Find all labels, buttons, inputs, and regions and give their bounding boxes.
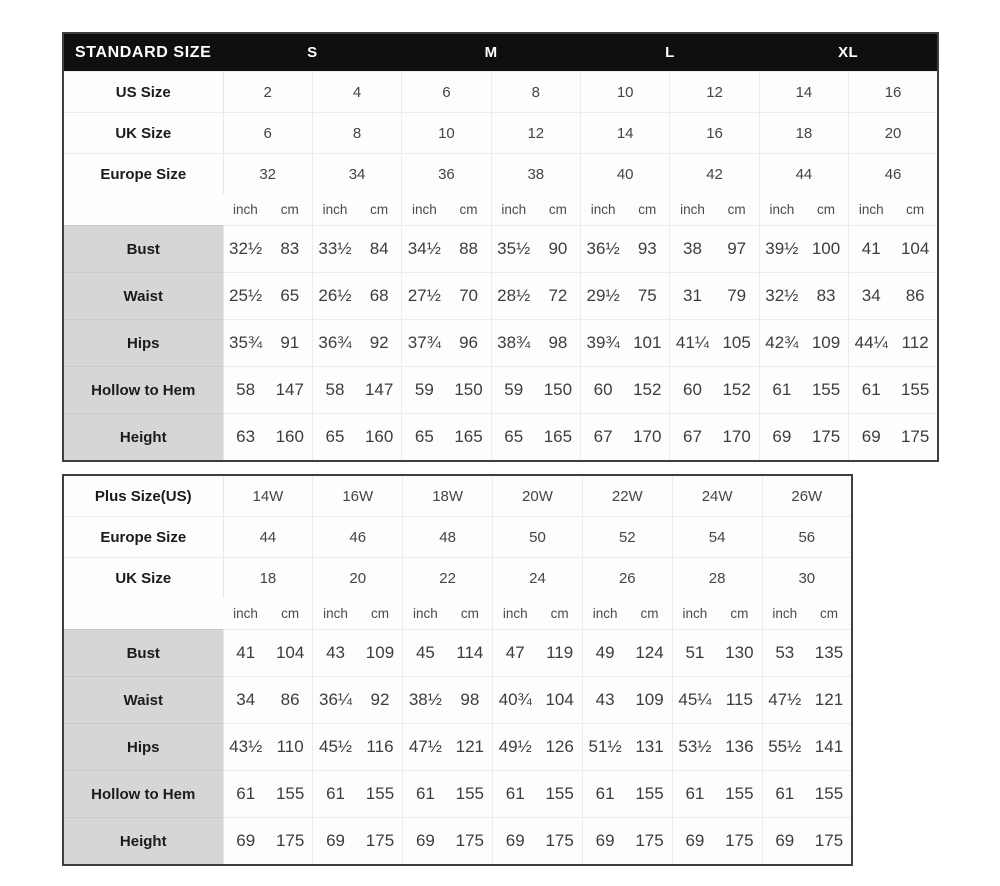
measure-cell: 61 xyxy=(403,771,448,818)
measure-cell: 45½ xyxy=(313,724,358,771)
measure-cell: 55½ xyxy=(762,724,807,771)
height-row xyxy=(63,818,852,866)
unit-cm-label: cm xyxy=(804,194,849,226)
size-cell: 18 xyxy=(759,113,848,154)
measure-cell: 37¾ xyxy=(402,320,447,367)
measure-cell: 131 xyxy=(627,724,672,771)
measure-cell: 69 xyxy=(672,818,717,866)
measure-cell: 175 xyxy=(804,414,849,462)
measure-cell: 44¼ xyxy=(849,320,894,367)
row-label: Bust xyxy=(63,226,223,273)
unit-inch-label: inch xyxy=(411,202,437,217)
measure-cell: 86 xyxy=(268,677,313,724)
plus-size-table xyxy=(62,474,853,866)
standard-size-table xyxy=(62,32,939,462)
measure-cell: 41 xyxy=(223,630,268,677)
measure-cell: 175 xyxy=(358,818,403,866)
measure-cell: 105 xyxy=(715,320,760,367)
measure-cell: 92 xyxy=(358,677,403,724)
measure-cell: 90 xyxy=(536,226,581,273)
size-cell: 22 xyxy=(403,558,493,599)
europe-size-row xyxy=(63,154,938,195)
measure-cell: 147 xyxy=(357,367,402,414)
measure-cell: 65 xyxy=(402,414,447,462)
measure-cell: 34½ xyxy=(402,226,447,273)
measure-cell: 32½ xyxy=(759,273,804,320)
bust-row xyxy=(63,226,938,273)
measure-cell: 84 xyxy=(357,226,402,273)
measure-cell: 155 xyxy=(804,367,849,414)
measure-cell: 61 xyxy=(493,771,538,818)
measure-cell: 61 xyxy=(672,771,717,818)
size-cell: 54 xyxy=(672,517,762,558)
measure-cell: 96 xyxy=(446,320,491,367)
size-cell: 4 xyxy=(312,72,401,113)
empty-cell xyxy=(63,194,223,226)
size-cell: 6 xyxy=(402,72,491,113)
measure-cell: 104 xyxy=(268,630,313,677)
size-cell: 46 xyxy=(313,517,403,558)
measure-cell: 49 xyxy=(582,630,627,677)
row-label: UK Size xyxy=(63,113,223,154)
measure-cell: 116 xyxy=(358,724,403,771)
row-label: Europe Size xyxy=(63,154,223,195)
measure-cell: 59 xyxy=(402,367,447,414)
size-cell: 40 xyxy=(581,154,670,195)
unit-inch-label: inch xyxy=(502,606,528,621)
measure-cell: 75 xyxy=(625,273,670,320)
measure-cell: 152 xyxy=(715,367,760,414)
measure-cell: 39¾ xyxy=(581,320,626,367)
measure-cell: 47½ xyxy=(762,677,807,724)
measure-cell: 69 xyxy=(582,818,627,866)
size-cell: 28 xyxy=(672,558,762,599)
unit-cm-label: cm xyxy=(537,598,582,630)
waist-row xyxy=(63,273,938,320)
measure-cell: 155 xyxy=(268,771,313,818)
us-size-row xyxy=(63,72,938,113)
measure-cell: 141 xyxy=(807,724,852,771)
measure-cell: 175 xyxy=(268,818,313,866)
measure-cell: 60 xyxy=(581,367,626,414)
size-cell: 26 xyxy=(582,558,672,599)
measure-cell: 70 xyxy=(446,273,491,320)
measure-cell: 98 xyxy=(448,677,493,724)
measure-cell: 65 xyxy=(268,273,313,320)
size-cell: 44 xyxy=(759,154,848,195)
measure-cell: 155 xyxy=(448,771,493,818)
measure-cell: 53½ xyxy=(672,724,717,771)
measure-cell: 86 xyxy=(893,273,938,320)
size-cell: 20W xyxy=(493,475,583,517)
hollow-to-hem-row xyxy=(63,367,938,414)
measure-cell: 25½ xyxy=(223,273,268,320)
unit-inch-label: inch xyxy=(232,202,258,217)
measure-cell: 104 xyxy=(537,677,582,724)
unit-inch-label: inch xyxy=(501,202,527,217)
measure-cell: 68 xyxy=(357,273,402,320)
measure-cell: 119 xyxy=(537,630,582,677)
measure-cell: 41 xyxy=(849,226,894,273)
size-cell: 20 xyxy=(849,113,938,154)
size-cell: 6 xyxy=(223,113,312,154)
unit-cm-label: cm xyxy=(536,194,581,226)
size-cell: 18W xyxy=(403,475,493,517)
uk-size-row xyxy=(63,113,938,154)
size-cell: 10 xyxy=(581,72,670,113)
measure-cell: 61 xyxy=(759,367,804,414)
unit-cm-label: cm xyxy=(819,606,838,621)
measure-cell: 79 xyxy=(715,273,760,320)
measure-cell: 112 xyxy=(893,320,938,367)
measure-cell: 35½ xyxy=(491,226,536,273)
measure-cell: 35¾ xyxy=(223,320,268,367)
unit-cm-label: cm xyxy=(357,194,402,226)
size-cell: 24 xyxy=(493,558,583,599)
unit-inch-label: inch xyxy=(772,606,798,621)
measure-cell: 26½ xyxy=(312,273,357,320)
measure-cell: 32½ xyxy=(223,226,268,273)
measure-cell: 155 xyxy=(717,771,762,818)
measure-cell: 33½ xyxy=(312,226,357,273)
size-cell: 18 xyxy=(223,558,313,599)
measure-cell: 136 xyxy=(717,724,762,771)
measure-cell: 135 xyxy=(807,630,852,677)
row-label: Hips xyxy=(63,320,223,367)
size-cell: 24W xyxy=(672,475,762,517)
unit-cm-label: cm xyxy=(625,194,670,226)
measure-cell: 121 xyxy=(807,677,852,724)
measure-cell: 91 xyxy=(268,320,313,367)
row-label: Plus Size(US) xyxy=(63,475,223,517)
measure-cell: 38¾ xyxy=(491,320,536,367)
measure-cell: 59 xyxy=(491,367,536,414)
measure-cell: 175 xyxy=(627,818,672,866)
measure-cell: 152 xyxy=(625,367,670,414)
row-label: Hollow to Hem xyxy=(63,771,223,818)
size-cell: 16 xyxy=(670,113,759,154)
unit-cm-label: cm xyxy=(627,598,672,630)
unit-cm-label: cm xyxy=(268,194,313,226)
row-label: Hollow to Hem xyxy=(63,367,223,414)
size-cell: 42 xyxy=(670,154,759,195)
size-group-l: L xyxy=(581,33,760,72)
measure-cell: 175 xyxy=(537,818,582,866)
measure-cell: 175 xyxy=(448,818,493,866)
measure-cell: 165 xyxy=(446,414,491,462)
size-cell: 16 xyxy=(849,72,938,113)
measure-cell: 61 xyxy=(313,771,358,818)
row-label: Hips xyxy=(63,724,223,771)
unit-inch-label: inch xyxy=(769,202,795,217)
measure-cell: 109 xyxy=(358,630,403,677)
measure-cell: 61 xyxy=(762,771,807,818)
hollow-to-hem-row xyxy=(63,771,852,818)
measure-cell: 150 xyxy=(446,367,491,414)
row-label: Waist xyxy=(63,273,223,320)
measure-cell: 39½ xyxy=(759,226,804,273)
measure-cell: 47 xyxy=(493,630,538,677)
measure-cell: 170 xyxy=(625,414,670,462)
measure-cell: 31 xyxy=(670,273,715,320)
size-cell: 36 xyxy=(402,154,491,195)
measure-cell: 36½ xyxy=(581,226,626,273)
measure-cell: 155 xyxy=(627,771,672,818)
measure-cell: 109 xyxy=(627,677,672,724)
unit-cm-label: cm xyxy=(358,598,403,630)
unit-inch-label: inch xyxy=(233,606,258,621)
height-row xyxy=(63,414,938,462)
measure-cell: 43½ xyxy=(223,724,268,771)
measure-cell: 45¼ xyxy=(672,677,717,724)
unit-cm-label: cm xyxy=(906,202,925,217)
measure-cell: 155 xyxy=(807,771,852,818)
measure-cell: 28½ xyxy=(491,273,536,320)
measure-cell: 36¼ xyxy=(313,677,358,724)
measure-cell: 51½ xyxy=(582,724,627,771)
measure-cell: 97 xyxy=(715,226,760,273)
measure-cell: 160 xyxy=(357,414,402,462)
measure-cell: 61 xyxy=(582,771,627,818)
unit-inch-label: inch xyxy=(858,202,884,217)
row-label: UK Size xyxy=(63,558,223,599)
size-cell: 48 xyxy=(403,517,493,558)
plus-size-row xyxy=(63,475,852,517)
unit-header-row xyxy=(63,598,852,630)
size-cell: 32 xyxy=(223,154,312,195)
measure-cell: 36¾ xyxy=(312,320,357,367)
row-label: Waist xyxy=(63,677,223,724)
measure-cell: 61 xyxy=(849,367,894,414)
row-label: US Size xyxy=(63,72,223,113)
measure-cell: 47½ xyxy=(403,724,448,771)
size-cell: 8 xyxy=(312,113,401,154)
measure-cell: 160 xyxy=(268,414,313,462)
size-cell: 20 xyxy=(313,558,403,599)
measure-cell: 126 xyxy=(537,724,582,771)
measure-cell: 98 xyxy=(536,320,581,367)
measure-cell: 109 xyxy=(804,320,849,367)
row-label: Height xyxy=(63,414,223,462)
measure-cell: 175 xyxy=(717,818,762,866)
measure-cell: 58 xyxy=(223,367,268,414)
size-cell: 12 xyxy=(670,72,759,113)
size-cell: 46 xyxy=(849,154,938,195)
measure-cell: 60 xyxy=(670,367,715,414)
measure-cell: 58 xyxy=(312,367,357,414)
measure-cell: 69 xyxy=(223,818,268,866)
measure-cell: 45 xyxy=(403,630,448,677)
measure-cell: 69 xyxy=(762,818,807,866)
measure-cell: 67 xyxy=(670,414,715,462)
measure-cell: 114 xyxy=(448,630,493,677)
size-cell: 52 xyxy=(582,517,672,558)
measure-cell: 83 xyxy=(268,226,313,273)
measure-cell: 121 xyxy=(448,724,493,771)
measure-cell: 175 xyxy=(893,414,938,462)
size-cell: 8 xyxy=(491,72,580,113)
size-cell: 38 xyxy=(491,154,580,195)
measure-cell: 41¼ xyxy=(670,320,715,367)
measure-cell: 69 xyxy=(313,818,358,866)
measure-cell: 61 xyxy=(223,771,268,818)
measure-cell: 49½ xyxy=(493,724,538,771)
measure-cell: 115 xyxy=(717,677,762,724)
hips-row xyxy=(63,724,852,771)
measure-cell: 69 xyxy=(493,818,538,866)
size-cell: 56 xyxy=(762,517,852,558)
unit-cm-label: cm xyxy=(268,598,313,630)
measure-cell: 101 xyxy=(625,320,670,367)
unit-inch-label: inch xyxy=(592,606,618,621)
unit-inch-label: inch xyxy=(680,202,705,217)
size-cell: 12 xyxy=(491,113,580,154)
measure-cell: 65 xyxy=(491,414,536,462)
europe-size-row xyxy=(63,517,852,558)
measure-cell: 155 xyxy=(537,771,582,818)
measure-cell: 155 xyxy=(893,367,938,414)
measure-cell: 69 xyxy=(759,414,804,462)
measure-cell: 38½ xyxy=(403,677,448,724)
size-cell: 16W xyxy=(313,475,403,517)
measure-cell: 67 xyxy=(581,414,626,462)
measure-cell: 165 xyxy=(536,414,581,462)
measure-cell: 110 xyxy=(268,724,313,771)
measure-cell: 130 xyxy=(717,630,762,677)
measure-cell: 42¾ xyxy=(759,320,804,367)
size-cell: 34 xyxy=(312,154,401,195)
size-cell: 44 xyxy=(223,517,313,558)
unit-cm-label: cm xyxy=(717,598,762,630)
unit-cm-label: cm xyxy=(446,194,491,226)
size-cell: 14 xyxy=(581,113,670,154)
unit-cm-label: cm xyxy=(715,194,760,226)
size-cell: 50 xyxy=(493,517,583,558)
measure-cell: 51 xyxy=(672,630,717,677)
unit-inch-label: inch xyxy=(413,606,438,621)
size-group-s: S xyxy=(223,33,402,72)
unit-inch-label: inch xyxy=(322,202,348,217)
measure-cell: 29½ xyxy=(581,273,626,320)
bust-row xyxy=(63,630,852,677)
standard-table-header-row xyxy=(63,33,938,72)
row-label: Height xyxy=(63,818,223,866)
measure-cell: 65 xyxy=(312,414,357,462)
measure-cell: 53 xyxy=(762,630,807,677)
measure-cell: 72 xyxy=(536,273,581,320)
measure-cell: 147 xyxy=(268,367,313,414)
table-title: STANDARD SIZE xyxy=(63,33,223,72)
measure-cell: 43 xyxy=(582,677,627,724)
measure-cell: 155 xyxy=(358,771,403,818)
measure-cell: 34 xyxy=(849,273,894,320)
unit-inch-label: inch xyxy=(682,606,708,621)
uk-size-row xyxy=(63,558,852,599)
measure-cell: 43 xyxy=(313,630,358,677)
empty-cell xyxy=(63,598,223,630)
size-group-m: M xyxy=(402,33,581,72)
hips-row xyxy=(63,320,938,367)
measure-cell: 27½ xyxy=(402,273,447,320)
size-cell: 10 xyxy=(402,113,491,154)
measure-cell: 150 xyxy=(536,367,581,414)
measure-cell: 63 xyxy=(223,414,268,462)
measure-cell: 69 xyxy=(849,414,894,462)
measure-cell: 93 xyxy=(625,226,670,273)
size-cell: 26W xyxy=(762,475,852,517)
unit-header-row xyxy=(63,194,938,226)
size-group-xl: XL xyxy=(759,33,938,72)
measure-cell: 170 xyxy=(715,414,760,462)
measure-cell: 83 xyxy=(804,273,849,320)
unit-inch-label: inch xyxy=(590,202,616,217)
row-label: Europe Size xyxy=(63,517,223,558)
measure-cell: 38 xyxy=(670,226,715,273)
waist-row xyxy=(63,677,852,724)
unit-inch-label: inch xyxy=(323,606,348,621)
size-cell: 14 xyxy=(759,72,848,113)
measure-cell: 175 xyxy=(807,818,852,866)
measure-cell: 34 xyxy=(223,677,268,724)
size-cell: 30 xyxy=(762,558,852,599)
measure-cell: 100 xyxy=(804,226,849,273)
measure-cell: 124 xyxy=(627,630,672,677)
size-cell: 22W xyxy=(582,475,672,517)
measure-cell: 92 xyxy=(357,320,402,367)
measure-cell: 104 xyxy=(893,226,938,273)
unit-cm-label: cm xyxy=(448,598,493,630)
size-cell: 14W xyxy=(223,475,313,517)
size-cell: 2 xyxy=(223,72,312,113)
measure-cell: 40¾ xyxy=(493,677,538,724)
measure-cell: 69 xyxy=(403,818,448,866)
row-label: Bust xyxy=(63,630,223,677)
measure-cell: 88 xyxy=(446,226,491,273)
